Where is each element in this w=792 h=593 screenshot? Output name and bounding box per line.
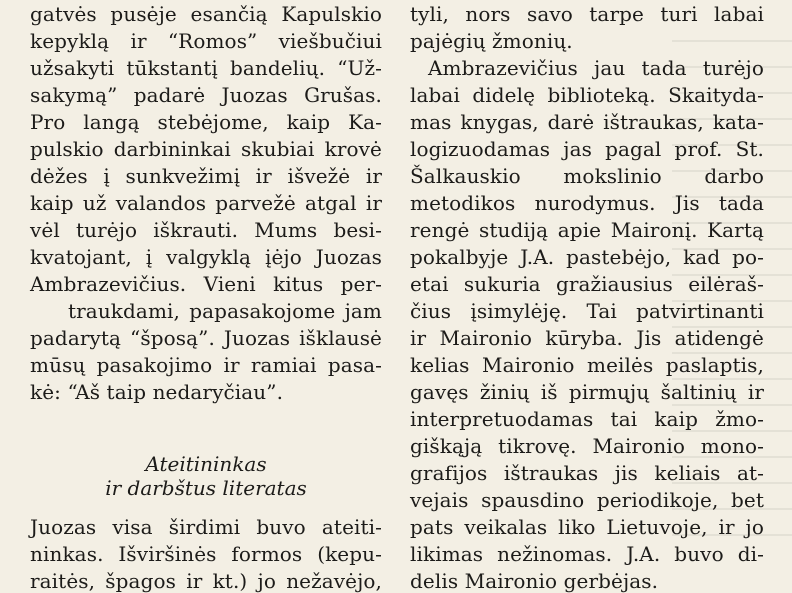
text-line: ninkas. Išviršinės formos (kepu- xyxy=(30,542,382,566)
text-line: čius įsimylėję. Tai patvirtinanti xyxy=(410,299,764,323)
text-line: kepyklą ir “Romos” viešbučiui xyxy=(30,29,382,53)
text-line: giškąją tikrovę. Maironio mono- xyxy=(410,434,764,458)
text-line: mūsų pasakojimo ir ramiai pasa- xyxy=(30,353,382,377)
text-line: delis Maironio gerbėjas. xyxy=(410,569,659,593)
text-line: kelias Maironio meilės paslaptis, xyxy=(410,353,764,377)
text-line: vejais spausdino periodikoje, bet xyxy=(410,488,764,512)
text-line: Pro langą stebėjome, kaip Ka- xyxy=(30,110,382,134)
text-line: dėžes į sunkvežimį ir išvežė ir xyxy=(30,164,382,188)
text-line: kaip už valandos parvežė atgal ir xyxy=(30,191,382,215)
text-line: pats veikalas liko Lietuvoje, ir jo xyxy=(410,515,764,539)
section-heading-line1: Ateitininkas xyxy=(145,452,267,476)
text-line: raitės, špagos ir kt.) jo nežavėjo, xyxy=(30,569,382,593)
text-line: gavęs žinių iš pirmųjų šaltinių ir xyxy=(410,380,764,404)
text-line: Šalkauskio mokslinio darbo xyxy=(410,164,764,188)
text-line: pajėgių žmonių. xyxy=(410,29,573,53)
text-line: vėl turėjo iškrauti. Mums besi- xyxy=(30,218,382,242)
section-heading-line2: ir darbštus literatas xyxy=(105,476,307,500)
text-line: ir Maironio kūryba. Jis atidengė xyxy=(410,326,764,350)
text-line: grafijos ištraukas jis keliais at- xyxy=(410,461,764,485)
text-line: mas knygas, darė ištraukas, kata- xyxy=(410,110,764,134)
text-line: pokalbyje J.A. pastebėjo, kad po- xyxy=(410,245,764,269)
text-line: metodikos nurodymus. Jis tada xyxy=(410,191,764,215)
text-line: kė: “Aš taip nedaryčiau”. xyxy=(30,380,284,404)
text-line: kvatojant, į valgyklą įėjo Juozas xyxy=(30,245,382,269)
text-line: sakymą” padarė Juozas Grušas. xyxy=(30,83,382,107)
text-line: logizuodamas jas pagal prof. St. xyxy=(410,137,764,161)
text-line: tyli, nors savo tarpe turi labai xyxy=(410,2,764,26)
text-line: Ambrazevičius jau tada turėjo xyxy=(428,56,764,80)
text-line: gatvės pusėje esančią Kapulskio xyxy=(30,2,382,26)
text-line: Juozas visa širdimi buvo ateiti- xyxy=(30,515,382,539)
text-line: traukdami, papasakojome jam xyxy=(68,299,382,323)
text-line: pulskio darbininkai skubiai krovė xyxy=(30,137,382,161)
text-line: labai didelę biblioteką. Skaityda- xyxy=(410,83,764,107)
text-line: interpretuodamas tai kaip žmo- xyxy=(410,407,764,431)
text-line: Ambrazevičius. Vieni kitus per- xyxy=(30,272,382,296)
text-line: rengė studiją apie Maironį. Kartą xyxy=(410,218,764,242)
text-line: padarytą “šposą”. Juozas išklausė xyxy=(30,326,382,350)
text-line: etai sukuria gražiausius eilėraš- xyxy=(410,272,764,296)
text-line: užsakyti tūkstantį bandelių. “Už- xyxy=(30,56,382,80)
text-line: likimas nežinomas. J.A. buvo di- xyxy=(410,542,764,566)
